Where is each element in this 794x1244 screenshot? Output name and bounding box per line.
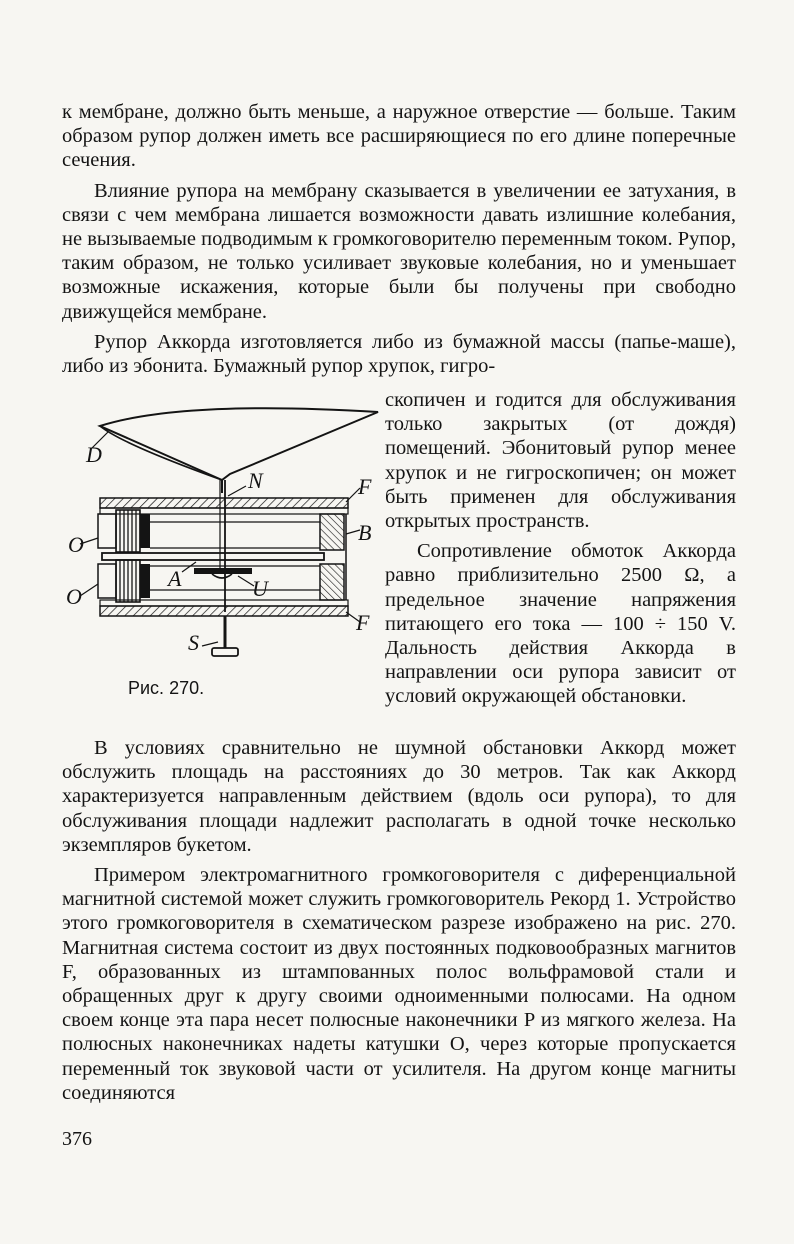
top-text-block	[62, 100, 736, 378]
label-s: S	[188, 630, 199, 655]
coil-top	[98, 514, 116, 548]
loudspeaker-diagram	[62, 398, 380, 688]
paragraph-horn-material: Рупор Аккорда изготовляется либо из бумажной массы (папье-маше), либо из эбонита. Бумажный рупор хрупок, гигро-	[62, 330, 736, 378]
label-f-top: F	[358, 474, 372, 499]
armature-bar	[102, 553, 324, 560]
label-d: D	[86, 442, 102, 467]
side-text-block	[385, 388, 736, 709]
figure-270	[62, 398, 380, 708]
label-o-top: O	[68, 532, 84, 557]
side-block-b-bottom	[320, 564, 344, 600]
spring-u	[194, 568, 252, 574]
horn-cone	[100, 408, 378, 480]
page-number: 376	[62, 1128, 92, 1150]
side-block-b-top	[320, 514, 344, 550]
paragraph-record-speaker: Примером электромагнитного громкоговорителя с диференциальной магнитной системой может служить громкоговоритель Рекорд 1. Устройство этого громкоговорителя в схематическом разрезе изображено на рис. 270. Магнитная система состоит из двух постоянных подковообразных магнитов F, образованных из штампованных полос вольфрамовой стали и обращенных друг к другу своими одноименными полюсами. На одном своем конце эта пара несет полюсные наконечники P из мягкого железа. На полюсных наконечниках надеты катушки O, через которые пропускается переменный ток звуковой части от усилителя. На другом конце магниты соединяются	[62, 864, 736, 1104]
label-f-bottom: F	[356, 610, 370, 635]
label-u: U	[252, 576, 268, 601]
paragraph-continuation: к мембране, должно быть меньше, а наружное отверстие — больше. Таким образом рупор должен иметь все расширяющиеся по его длине поперечные сечения.	[62, 101, 736, 172]
paragraph-coverage: В условиях сравнительно не шумной обстановки Аккорд может обслужить площадь на расстояниях до 30 метров. Так как Аккорд характеризуется направленным действием (вдоль оси рупора), то для обслуживания площади надлежит располагать в одной точке несколько экземпляров букетом.	[62, 737, 736, 856]
label-o-bottom: O	[66, 584, 82, 609]
paragraph-resistance: Сопротивление обмоток Аккорда равно приблизительно 2500 Ω, а предельное значение напряжения питающего его тока — 100 ÷ 150 V. Дальность действия Аккорда в направлении оси рупора зависит от условий окружающей обстановки.	[385, 540, 736, 708]
coil-bottom	[98, 564, 116, 598]
label-a: A	[168, 566, 182, 591]
figure-caption: Рис. 270.	[128, 678, 205, 698]
label-b: B	[358, 520, 372, 545]
magnet-frame-top	[100, 498, 348, 508]
label-n: N	[248, 468, 263, 493]
paragraph-horn-material-cont: скопичен и годится для обслуживания только закрытых (от дождя) помещений. Эбонитовый рупор менее хрупок и не гигроскопичен; он может быть применен для обслуживания открытых пространств.	[385, 389, 736, 533]
bottom-text-block	[62, 736, 736, 1105]
magnet-frame-bottom	[100, 606, 348, 616]
paragraph-horn-influence: Влияние рупора на мембрану сказывается в увеличении ее затухания, в связи с чем мембрана лишается возможности давать излишние колебания, не вызываемые подводимым к громкоговорителю переменным током. Рупор, таким образом, не только усиливает звуковые колебания, но и уменьшает возможные искажения, которые были бы получены при свободно движущейся мембране.	[62, 179, 736, 323]
